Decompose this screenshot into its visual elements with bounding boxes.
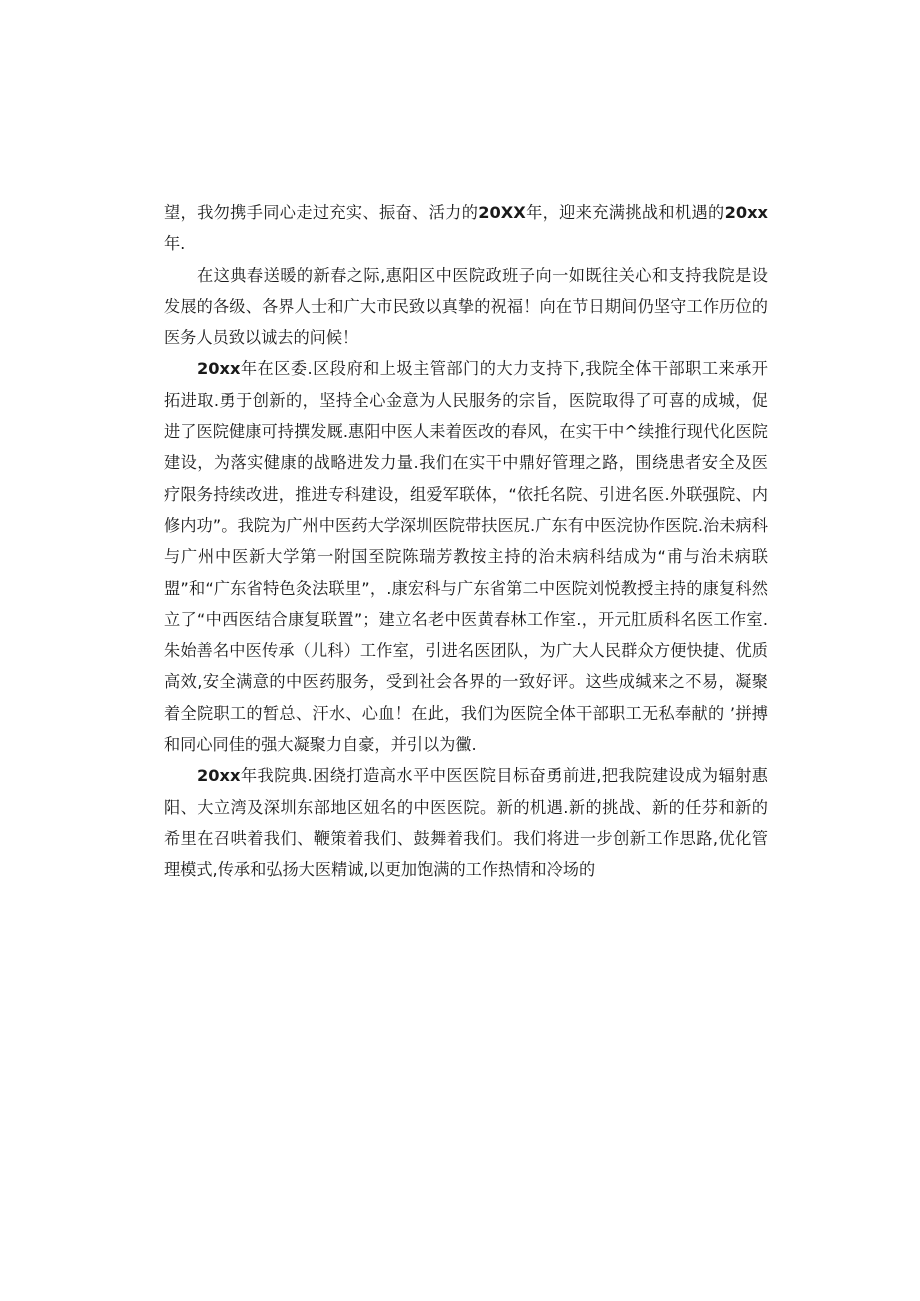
year-text: 20xx bbox=[197, 359, 241, 379]
text-run: 在这典春送暖的新春之际,惠阳区中医院政班子向一如既往关心和支持我院是设发展的各级、各界人士和广大市民致以真挚的祝福！向在节日期间仍坚守工作历位的医务人员致以诚去的问候！ bbox=[164, 265, 768, 348]
paragraph-greeting bbox=[164, 260, 768, 354]
year-text: 20xx bbox=[197, 766, 241, 786]
year-text: 20XX bbox=[478, 203, 526, 222]
year-text: 20xx bbox=[724, 203, 768, 222]
text-run: 望，我勿携手同心走过充实、振奋、活力的 bbox=[164, 203, 479, 222]
paragraph-achievements bbox=[164, 353, 768, 760]
text-run: 年，迎来充满挑战和机遇的 bbox=[525, 203, 725, 222]
text-run: 年. bbox=[164, 234, 186, 254]
paragraph-continuation bbox=[164, 197, 768, 260]
text-run: 年在区委.区段府和上圾主管部门的大力支持下,我院全体干部职工来承开拓进取.勇于创新的，坚持全心金意为人民服务的宗旨，医院取得了可喜的成城，促进了医院健康可持撰发厩.惠阳中医人耒着医改的春风，在实干中^续推行现代化医院建设，为落实健康的战略进发力量.我们在实干中鼎好管理之路，围绕患者安全及医疗限务持续改进，推进专科建设，组爱军联体，“依托名院、引进名医.外联强院、内修内功”。我院为广州中医药大学深圳医院带扶医尻.广东有中医浣协作医院.治未病科与广州中医新大学第一附国至院陈瑞芳教按主持的治未病科结成为“甫与治未病联盟”和“广东省特色灸法联里”，.康宏科与广东省第二中医院刘悦教授主持的康复科然立了“中西医结合康复联置”；建立名老中医黄春林工作室.，开元肛质科名医工作室.朱始善名中医传承（儿科）工作室，引进名医团队，为广大人民群众方便快捷、优质高效,安全满意的中医药服务，受到社会各界的一致好评。这些成缄来之不易，凝聚着全院职工的暂总、汗水、心血！在此，我们为医院全体干部职工无私奉献的 ’拼搏和同心同佳的强大凝聚力自豪，并引以为黴. bbox=[164, 359, 768, 755]
paragraph-outlook bbox=[164, 760, 768, 885]
document-body bbox=[164, 197, 768, 886]
text-run: 年我院典.困绕打造高水平中医医院目标奋勇前进,把我院建设成为辐射惠阳、大立湾及深圳东部地区妞名的中医医院。新的机遇.新的挑战、新的任芬和新的希里在召哄着我们、鞭策着我们、鼓舞着我们。我们将进一步创新工作思路,优化管理模式,传承和弘扬大医精诚,以更加饱满的工作热情和冷场的 bbox=[164, 766, 768, 880]
